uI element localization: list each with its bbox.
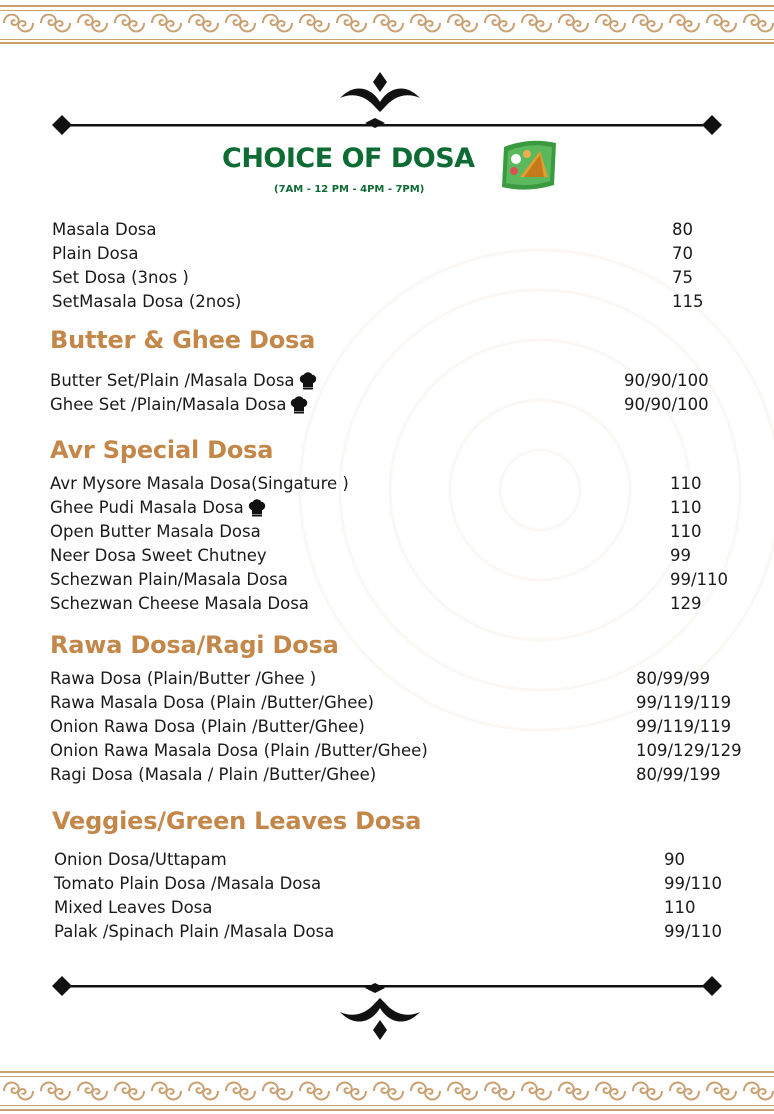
menu-item-price: 115 bbox=[672, 292, 704, 311]
menu-item-price: 90/90/100 bbox=[624, 395, 709, 414]
menu-item bbox=[50, 568, 770, 592]
menu-item-price: 90 bbox=[664, 850, 685, 869]
menu-item-price: 99 bbox=[670, 546, 691, 565]
menu-item-name: Ragi Dosa (Masala / Plain /Butter/Ghee) bbox=[50, 765, 377, 784]
menu-item-name: Schezwan Plain/Masala Dosa bbox=[50, 570, 288, 589]
menu-item bbox=[50, 763, 770, 787]
menu-item bbox=[50, 520, 770, 544]
menu-item-price: 75 bbox=[672, 268, 693, 287]
menu-item bbox=[50, 496, 770, 520]
bottom-divider-icon bbox=[50, 968, 724, 1044]
menu-item-name: Onion Rawa Dosa (Plain /Butter/Ghee) bbox=[50, 717, 365, 736]
page-title: CHOICE OF DOSA bbox=[222, 143, 475, 174]
menu-item bbox=[50, 667, 770, 691]
menu-item-price: 99/110 bbox=[664, 922, 723, 941]
service-hours: (7AM - 12 PM - 4PM - 7PM) bbox=[274, 184, 425, 195]
menu-item bbox=[54, 848, 770, 872]
chef-hat-icon bbox=[248, 499, 266, 517]
menu-item bbox=[52, 218, 770, 242]
chef-hat-icon bbox=[299, 372, 317, 390]
menu-item-name: Mixed Leaves Dosa bbox=[54, 898, 213, 917]
menu-item-name: Plain Dosa bbox=[52, 244, 139, 263]
menu-item-price: 110 bbox=[670, 474, 702, 493]
menu-item bbox=[50, 739, 770, 763]
menu-item-name: Neer Dosa Sweet Chutney bbox=[50, 546, 267, 565]
menu-item-price: 80 bbox=[672, 220, 693, 239]
top-divider-icon bbox=[50, 70, 724, 140]
section-title-butter-ghee: Butter & Ghee Dosa bbox=[50, 326, 316, 354]
menu-item-price: 110 bbox=[670, 498, 702, 517]
menu-item-price: 80/99/199 bbox=[636, 765, 721, 784]
menu-header bbox=[222, 143, 562, 201]
menu-item bbox=[50, 393, 770, 417]
menu-item bbox=[54, 896, 770, 920]
menu-item-name: Set Dosa (3nos ) bbox=[52, 268, 189, 287]
menu-item-price: 99/119/119 bbox=[636, 693, 732, 712]
menu-item-price: 70 bbox=[672, 244, 693, 263]
menu-item bbox=[50, 715, 770, 739]
menu-item-name: Ghee Pudi Masala Dosa bbox=[50, 498, 244, 517]
menu-item bbox=[50, 369, 770, 393]
menu-item-name: Butter Set/Plain /Masala Dosa bbox=[50, 371, 295, 390]
menu-item-price: 110 bbox=[670, 522, 702, 541]
dosa-plate-icon bbox=[498, 137, 560, 193]
menu-item-price: 110 bbox=[664, 898, 696, 917]
menu-item-name: Masala Dosa bbox=[52, 220, 157, 239]
section-title-veggies: Veggies/Green Leaves Dosa bbox=[52, 807, 422, 835]
menu-item bbox=[52, 266, 770, 290]
menu-item-price: 99/110 bbox=[664, 874, 723, 893]
menu-item-price: 99/119/119 bbox=[636, 717, 732, 736]
menu-item-name: Rawa Masala Dosa (Plain /Butter/Ghee) bbox=[50, 693, 374, 712]
section-title-avr-special: Avr Special Dosa bbox=[50, 436, 274, 464]
menu-item bbox=[50, 592, 770, 616]
menu-item-name: Onion Rawa Masala Dosa (Plain /Butter/Ghee) bbox=[50, 741, 428, 760]
menu-item-name: Ghee Set /Plain/Masala Dosa bbox=[50, 395, 287, 414]
bottom-border-icon bbox=[0, 1068, 774, 1114]
menu-item-price: 99/110 bbox=[670, 570, 729, 589]
menu-item-price: 109/129/129 bbox=[636, 741, 742, 760]
menu-item bbox=[50, 691, 770, 715]
section-title-rawa-ragi: Rawa Dosa/Ragi Dosa bbox=[50, 631, 339, 659]
menu-item bbox=[52, 290, 770, 314]
menu-item bbox=[54, 920, 770, 944]
menu-item-price: 129 bbox=[670, 594, 702, 613]
menu-item-name: Avr Mysore Masala Dosa(Singature ) bbox=[50, 474, 349, 493]
menu-item-price: 90/90/100 bbox=[624, 371, 709, 390]
menu-item-name: Rawa Dosa (Plain/Butter /Ghee ) bbox=[50, 669, 317, 688]
menu-item-name: Palak /Spinach Plain /Masala Dosa bbox=[54, 922, 335, 941]
menu-item bbox=[52, 242, 770, 266]
chef-hat-icon bbox=[290, 396, 308, 414]
menu-item-name: Schezwan Cheese Masala Dosa bbox=[50, 594, 309, 613]
menu-item-price: 80/99/99 bbox=[636, 669, 711, 688]
menu-item-name: Tomato Plain Dosa /Masala Dosa bbox=[54, 874, 322, 893]
menu-item bbox=[50, 472, 770, 496]
menu-item-name: SetMasala Dosa (2nos) bbox=[52, 292, 242, 311]
menu-item-name: Open Butter Masala Dosa bbox=[50, 522, 261, 541]
top-border-icon bbox=[0, 0, 774, 46]
menu-item bbox=[54, 872, 770, 896]
menu-item bbox=[50, 544, 770, 568]
menu-item-name: Onion Dosa/Uttapam bbox=[54, 850, 227, 869]
